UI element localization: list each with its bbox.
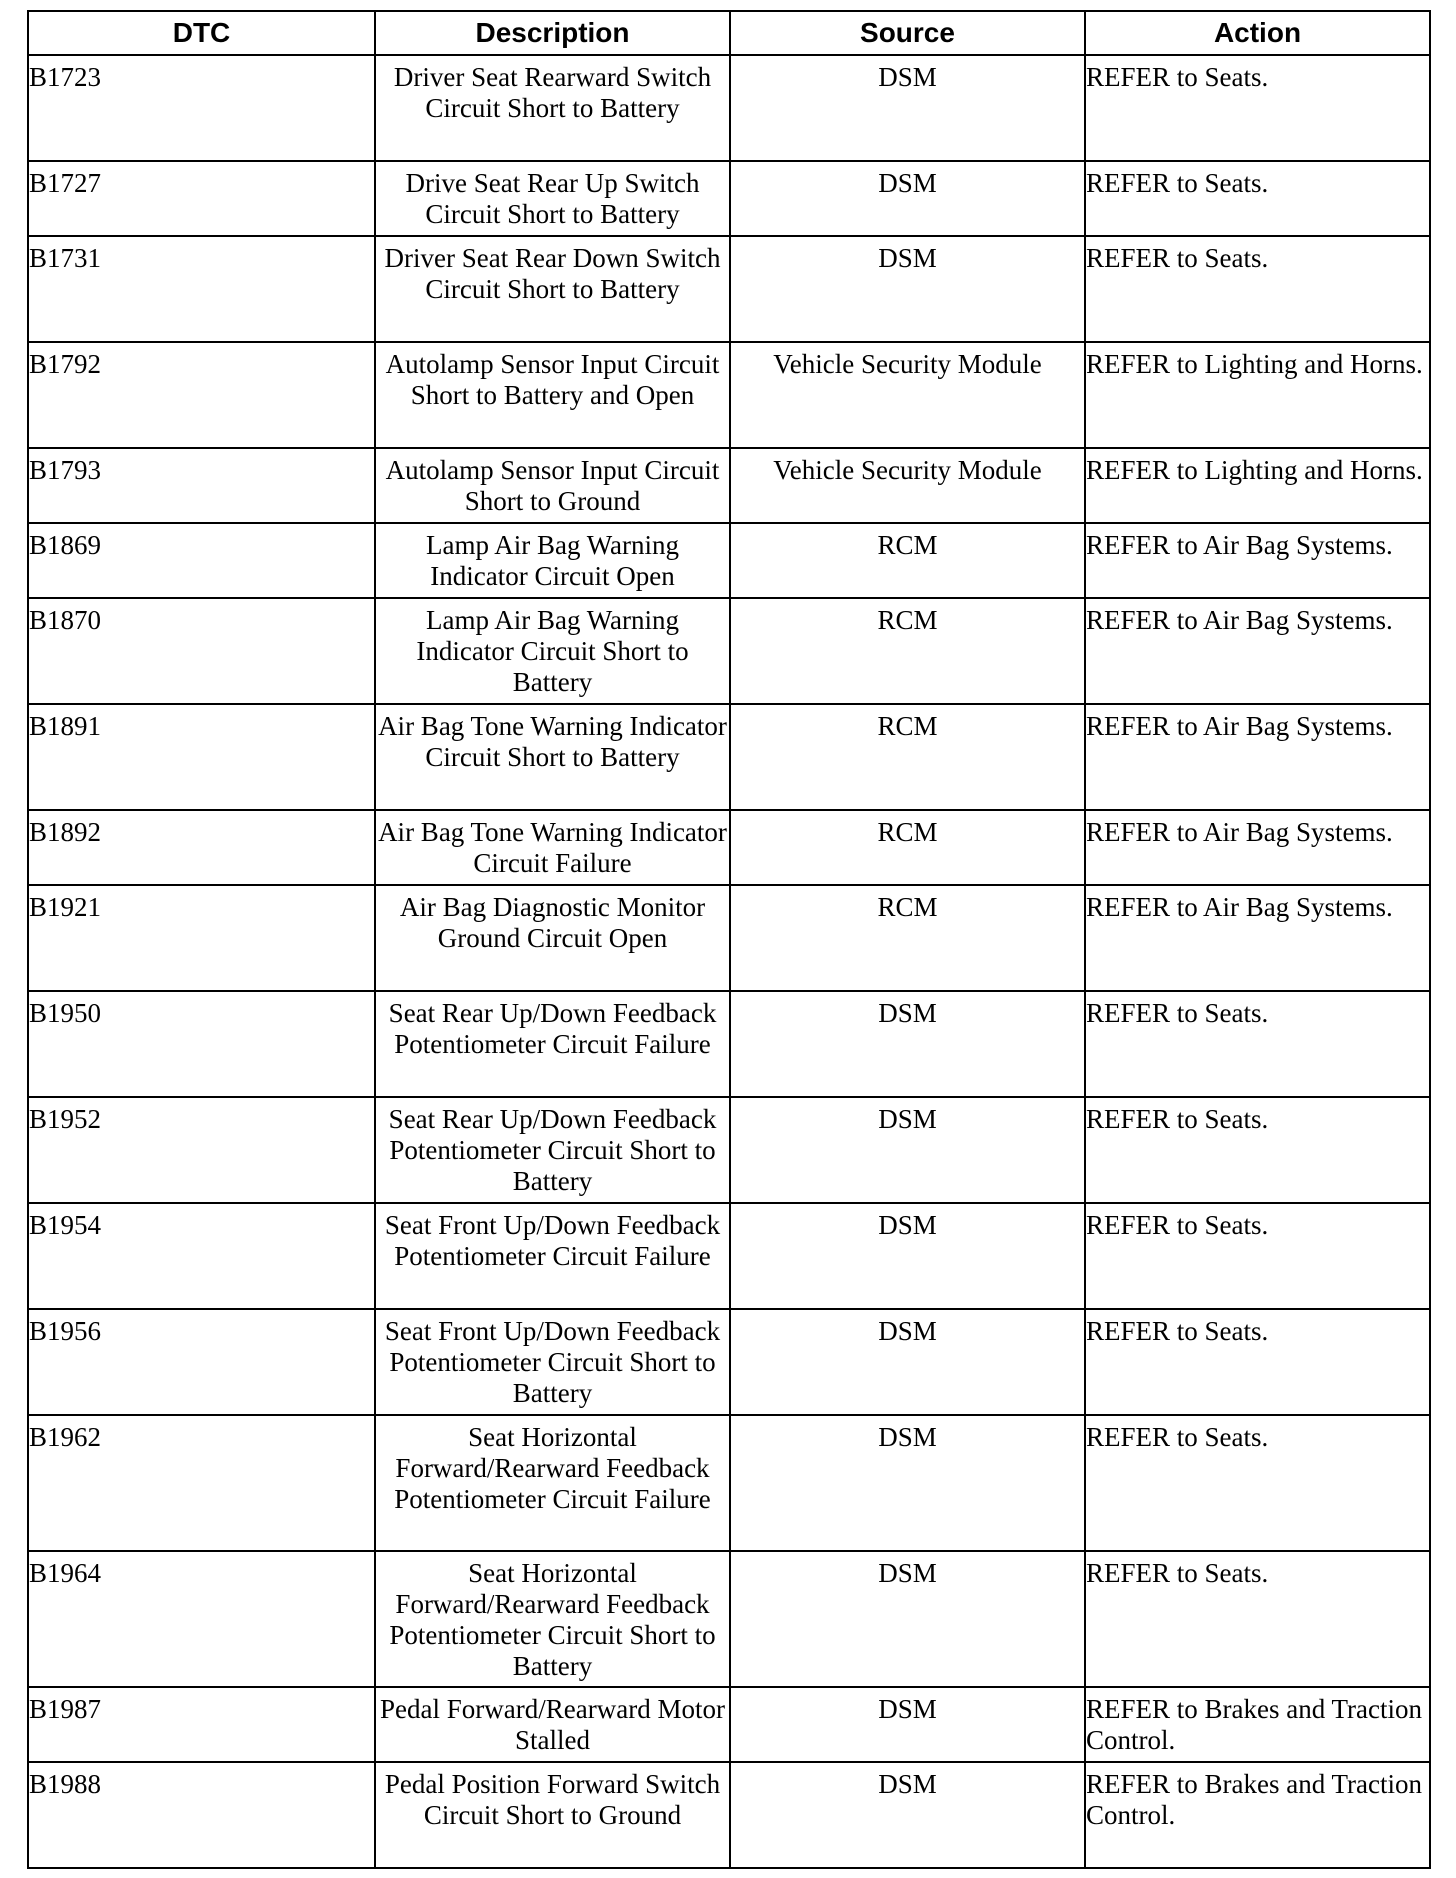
source-cell-text: RCM [877,711,938,741]
dtc-code-text: B1921 [29,892,102,922]
table-row [28,598,1430,704]
source-cell [730,1551,1085,1687]
source-cell-text: DSM [878,1104,937,1134]
table-row [28,1203,1430,1309]
action-cell [1085,55,1430,161]
table-row [28,810,1430,885]
source-cell-text: RCM [877,605,938,635]
action-cell-text: REFER to Seats. [1086,1104,1269,1134]
description-cell [375,704,730,810]
header-action: Action [1085,11,1430,55]
dtc-code-text: B1727 [29,168,102,198]
source-cell-text: RCM [877,530,938,560]
description-cell-text: Lamp Air Bag Warning Indicator Circuit Open [425,530,680,591]
dtc-table [27,10,1431,1869]
dtc-code-text: B1792 [29,349,102,379]
table-row [28,885,1430,991]
description-cell [375,1309,730,1415]
table-body [28,55,1430,1868]
dtc-code [28,1097,375,1203]
dtc-code [28,598,375,704]
dtc-code-text: B1987 [29,1694,102,1724]
action-cell [1085,236,1430,342]
description-cell-text: Autolamp Sensor Input Circuit Short to Ground [385,455,720,516]
source-cell-text: RCM [877,817,938,847]
description-cell-text: Lamp Air Bag Warning Indicator Circuit Short to Battery [416,605,689,697]
table-row [28,55,1430,161]
dtc-code [28,523,375,598]
description-cell-text: Driver Seat Rearward Switch Circuit Short to Battery [393,62,712,123]
dtc-code-text: B1954 [29,1210,102,1240]
source-cell [730,810,1085,885]
action-cell [1085,1309,1430,1415]
source-cell-text: DSM [878,1316,937,1346]
description-cell [375,55,730,161]
table-row [28,523,1430,598]
source-cell [730,55,1085,161]
source-cell [730,885,1085,991]
description-cell [375,885,730,991]
description-cell-text: Seat Front Up/Down Feedback Potentiometer Circuit Failure [384,1210,721,1271]
action-cell-text: REFER to Seats. [1086,1422,1269,1452]
action-cell [1085,1687,1430,1762]
source-cell [730,161,1085,236]
dtc-code [28,1762,375,1868]
dtc-code [28,810,375,885]
description-cell-text: Seat Horizontal Forward/Rearward Feedback Potentiometer Circuit Short to Battery [389,1558,716,1681]
action-cell-text: REFER to Seats. [1086,1558,1269,1588]
description-cell-text: Pedal Forward/Rearward Motor Stalled [380,1694,725,1755]
source-cell [730,991,1085,1097]
description-cell-text: Air Bag Tone Warning Indicator Circuit Failure [378,817,727,878]
dtc-code [28,236,375,342]
source-cell [730,1309,1085,1415]
dtc-code-text: B1793 [29,455,102,485]
source-cell [730,1415,1085,1551]
description-cell-text: Pedal Position Forward Switch Circuit Short to Ground [384,1769,721,1830]
dtc-code-text: B1731 [29,243,102,273]
action-cell [1085,448,1430,523]
table-row [28,161,1430,236]
dtc-code-text: B1892 [29,817,102,847]
action-cell [1085,1762,1430,1868]
action-cell [1085,991,1430,1097]
dtc-code [28,448,375,523]
action-cell-text: REFER to Lighting and Horns. [1086,455,1423,485]
dtc-code-text: B1723 [29,62,102,92]
source-cell [730,342,1085,448]
dtc-code-text: B1891 [29,711,102,741]
description-cell [375,1203,730,1309]
action-cell-text: REFER to Seats. [1086,1316,1269,1346]
action-cell-text: REFER to Air Bag Systems. [1086,892,1393,922]
dtc-code [28,161,375,236]
dtc-code [28,885,375,991]
source-cell [730,1203,1085,1309]
dtc-code [28,1687,375,1762]
source-cell [730,598,1085,704]
action-cell [1085,1415,1430,1551]
description-cell-text: Autolamp Sensor Input Circuit Short to Battery and Open [385,349,720,410]
source-cell-text: DSM [878,168,937,198]
table-row [28,342,1430,448]
description-cell-text: Seat Rear Up/Down Feedback Potentiometer Circuit Failure [388,998,717,1059]
header-dtc: DTC [28,11,375,55]
dtc-code [28,1415,375,1551]
action-cell-text: REFER to Seats. [1086,62,1269,92]
source-cell-text: Vehicle Security Module [773,455,1042,485]
table-row [28,1097,1430,1203]
source-cell-text: DSM [878,998,937,1028]
source-cell-text: DSM [878,243,937,273]
dtc-code [28,991,375,1097]
action-cell-text: REFER to Brakes and Traction Control. [1086,1769,1422,1830]
source-cell-text: DSM [878,1422,937,1452]
action-cell [1085,704,1430,810]
table-row [28,991,1430,1097]
source-cell [730,1687,1085,1762]
description-cell [375,1687,730,1762]
source-cell [730,523,1085,598]
source-cell-text: DSM [878,1694,937,1724]
description-cell [375,523,730,598]
dtc-code [28,1203,375,1309]
source-cell-text: RCM [877,892,938,922]
description-cell-text: Driver Seat Rear Down Switch Circuit Short to Battery [384,243,721,304]
description-cell [375,448,730,523]
description-cell-text: Seat Horizontal Forward/Rearward Feedback Potentiometer Circuit Failure [394,1422,711,1514]
action-cell-text: REFER to Seats. [1086,243,1269,273]
action-cell [1085,885,1430,991]
action-cell [1085,523,1430,598]
dtc-code-text: B1870 [29,605,102,635]
description-cell [375,1551,730,1687]
action-cell [1085,598,1430,704]
source-cell-text: DSM [878,1210,937,1240]
action-cell-text: REFER to Seats. [1086,998,1269,1028]
table-row [28,704,1430,810]
dtc-code-text: B1964 [29,1558,102,1588]
table-row [28,1309,1430,1415]
dtc-code-text: B1988 [29,1769,102,1799]
description-cell [375,236,730,342]
source-cell-text: Vehicle Security Module [773,349,1042,379]
source-cell-text: DSM [878,1769,937,1799]
action-cell-text: REFER to Air Bag Systems. [1086,605,1393,635]
source-cell [730,448,1085,523]
action-cell-text: REFER to Seats. [1086,168,1269,198]
action-cell [1085,161,1430,236]
dtc-code [28,1309,375,1415]
table-row [28,1762,1430,1868]
description-cell [375,810,730,885]
action-cell-text: REFER to Brakes and Traction Control. [1086,1694,1422,1755]
action-cell-text: REFER to Air Bag Systems. [1086,817,1393,847]
dtc-code-text: B1950 [29,998,102,1028]
source-cell-text: DSM [878,1558,937,1588]
dtc-code [28,1551,375,1687]
action-cell [1085,1551,1430,1687]
description-cell [375,1097,730,1203]
description-cell [375,598,730,704]
table-row [28,236,1430,342]
source-cell-text: DSM [878,62,937,92]
dtc-code-text: B1962 [29,1422,102,1452]
action-cell [1085,1203,1430,1309]
table-row [28,448,1430,523]
source-cell [730,1762,1085,1868]
action-cell-text: REFER to Seats. [1086,1210,1269,1240]
description-cell-text: Air Bag Diagnostic Monitor Ground Circuit Open [399,892,706,953]
description-cell-text: Seat Rear Up/Down Feedback Potentiometer Circuit Short to Battery [388,1104,717,1196]
dtc-code [28,55,375,161]
dtc-code-text: B1956 [29,1316,102,1346]
dtc-code-text: B1952 [29,1104,102,1134]
table-row [28,1415,1430,1551]
description-cell [375,161,730,236]
description-cell-text: Air Bag Tone Warning Indicator Circuit Short to Battery [378,711,727,772]
table-row [28,1687,1430,1762]
source-cell [730,704,1085,810]
source-cell [730,1097,1085,1203]
dtc-code-text: B1869 [29,530,102,560]
source-cell [730,236,1085,342]
description-cell [375,991,730,1097]
description-cell [375,1415,730,1551]
dtc-code [28,704,375,810]
description-cell-text: Drive Seat Rear Up Switch Circuit Short to Battery [405,168,700,229]
action-cell-text: REFER to Air Bag Systems. [1086,530,1393,560]
header-source: Source [730,11,1085,55]
action-cell [1085,342,1430,448]
description-cell-text: Seat Front Up/Down Feedback Potentiometer Circuit Short to Battery [384,1316,721,1408]
header-row [28,11,1430,55]
action-cell-text: REFER to Air Bag Systems. [1086,711,1393,741]
action-cell-text: REFER to Lighting and Horns. [1086,349,1423,379]
header-description: Description [375,11,730,55]
table-row [28,1551,1430,1687]
dtc-code [28,342,375,448]
description-cell [375,342,730,448]
description-cell [375,1762,730,1868]
action-cell [1085,1097,1430,1203]
action-cell [1085,810,1430,885]
